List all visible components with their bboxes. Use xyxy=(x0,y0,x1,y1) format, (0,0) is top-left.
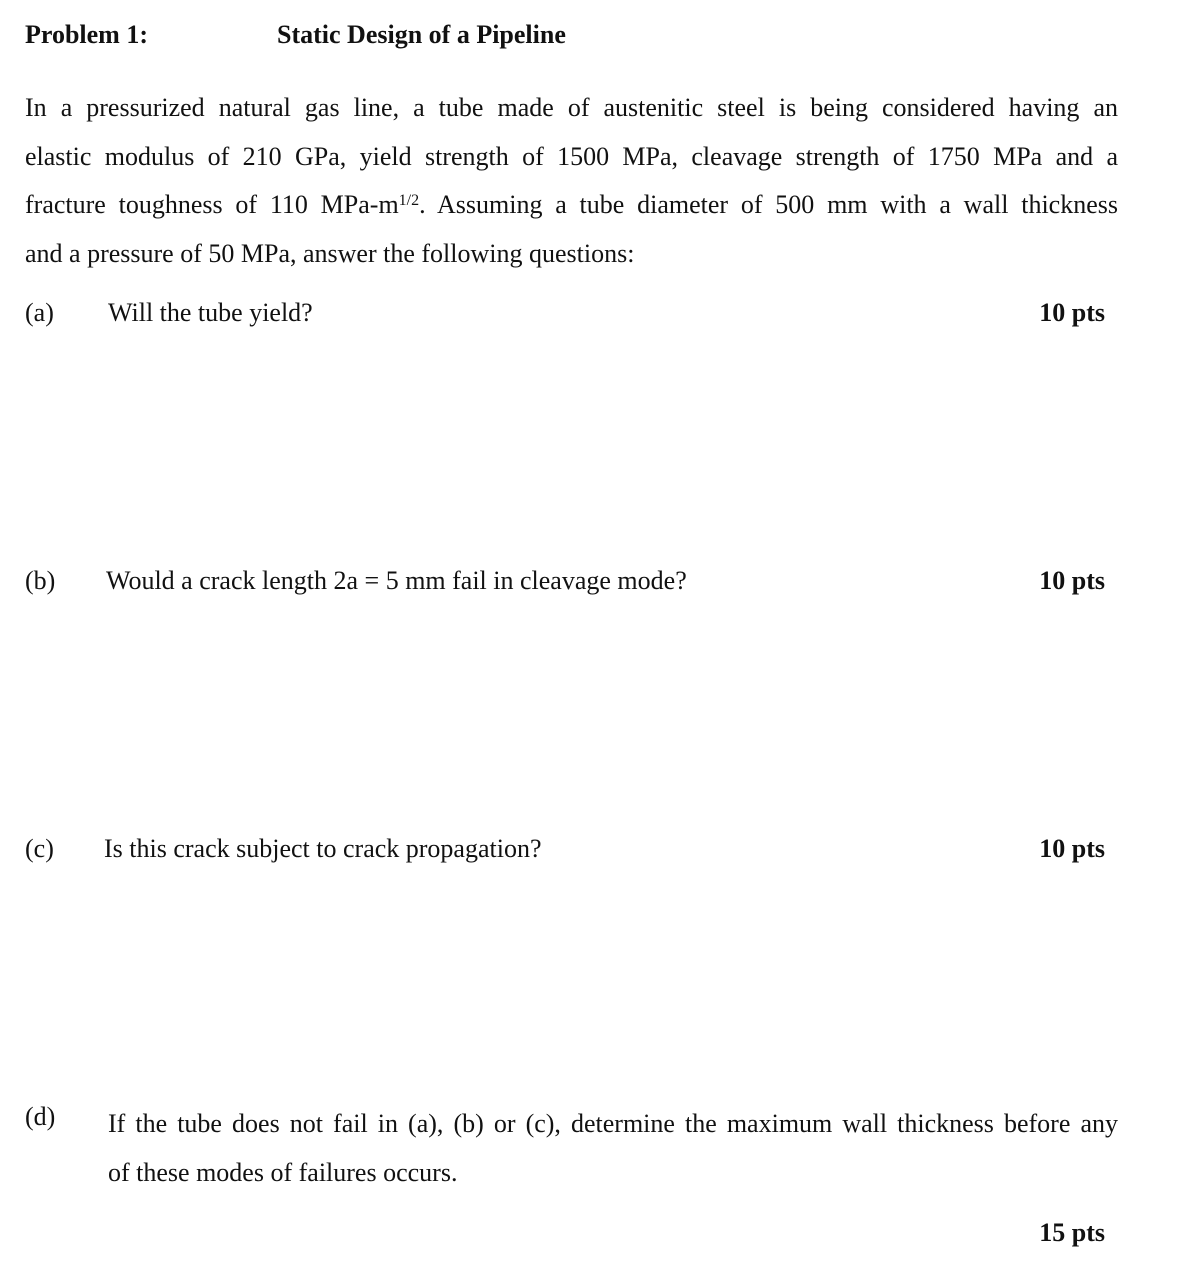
question-d-label: (d) xyxy=(25,1102,56,1131)
question-d-line: If the tube does not fail in (a), (b) or (c), determine the maximum wall thickness before any xyxy=(108,1109,1118,1138)
statement-line: In a pressurized natural gas line, a tube made of austenitic steel is being considered having an xyxy=(25,93,1118,122)
question-d-text xyxy=(108,1100,1118,1197)
problem-title: Static Design of a Pipeline xyxy=(277,20,566,49)
exponent: 1/2 xyxy=(398,192,420,210)
question-a-points: 10 pts xyxy=(1039,298,1105,327)
problem-statement xyxy=(25,84,1118,278)
question-b-points: 10 pts xyxy=(1039,566,1105,595)
question-b-label: (b) xyxy=(25,566,56,595)
question-d-line: of these modes of failures occurs. xyxy=(108,1157,458,1187)
question-a-text: Will the tube yield? xyxy=(108,298,313,327)
question-d-points: 15 pts xyxy=(1039,1218,1105,1247)
statement-line: and a pressure of 50 MPa, answer the following questions: xyxy=(25,238,635,268)
statement-fragment: . Assuming a tube diameter of 500 mm with a wall thickness xyxy=(419,190,1118,219)
question-b-text: Would a crack length 2a = 5 mm fail in cleavage mode? xyxy=(106,566,687,595)
question-c-points: 10 pts xyxy=(1039,834,1105,863)
question-c-label: (c) xyxy=(25,834,54,863)
statement-fragment: fracture toughness of 110 MPa-m xyxy=(25,190,399,219)
problem-label: Problem 1: xyxy=(25,20,148,49)
question-a-label: (a) xyxy=(25,298,54,327)
question-c-text: Is this crack subject to crack propagation? xyxy=(104,834,542,863)
statement-line: elastic modulus of 210 GPa, yield strength of 1500 MPa, cleavage strength of 1750 MPa and a xyxy=(25,141,1118,171)
statement-line xyxy=(25,181,1118,230)
